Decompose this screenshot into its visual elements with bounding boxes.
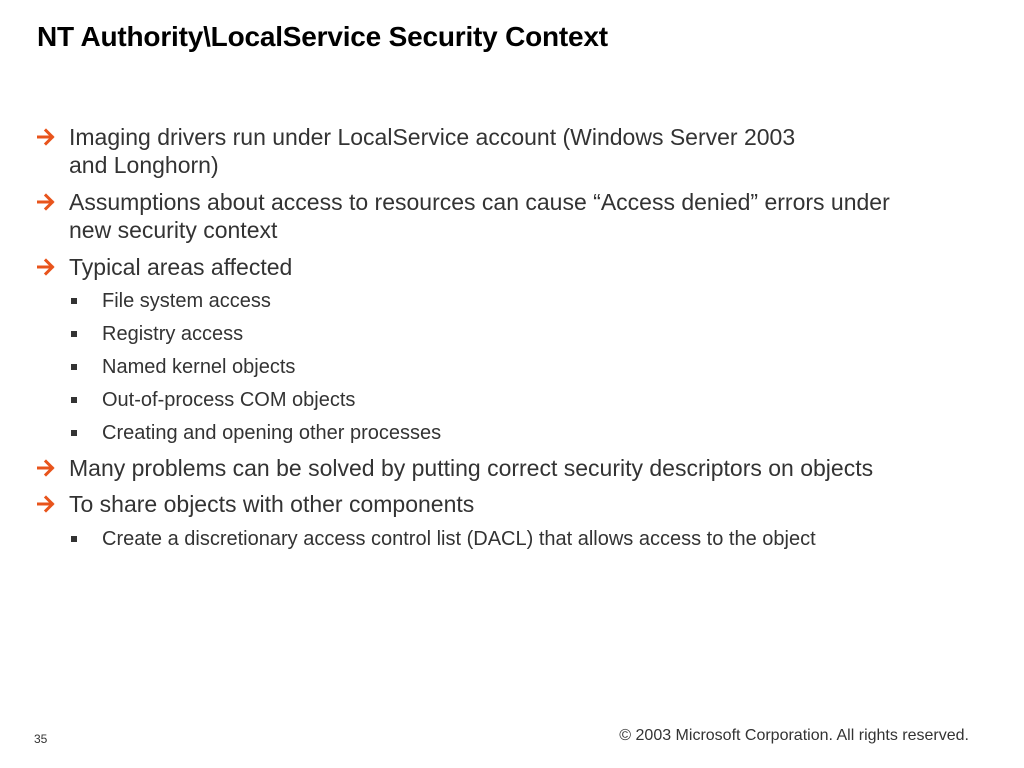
slide-title: NT Authority\LocalService Security Context [37, 21, 608, 52]
square-bullet-icon [70, 289, 82, 313]
arrow-icon [37, 253, 61, 281]
bullet-item [37, 123, 997, 179]
bullet-text: Many problems can be solved by putting correct security descriptors on objects [69, 455, 874, 481]
bullet-item [37, 188, 997, 244]
bullet-text: Imaging drivers run under LocalService account (Windows Server 2003 [69, 124, 796, 150]
sub-bullet-item [70, 527, 1000, 551]
bullet-text: Assumptions about access to resources can cause “Access denied” errors under [69, 189, 890, 215]
arrow-icon [37, 454, 61, 482]
sub-bullet-item [70, 388, 1000, 412]
sub-bullet-text: File system access [102, 290, 271, 312]
bullet-item [37, 490, 997, 518]
page-number: 35 [34, 732, 48, 746]
sub-bullet-text: Named kernel objects [102, 356, 296, 378]
sub-bullet-text: Creating and opening other processes [102, 422, 442, 444]
arrow-icon [37, 490, 61, 518]
bullet-item [37, 454, 997, 482]
bullet-item [37, 253, 997, 281]
copyright-notice: © 2003 Microsoft Corporation. All rights reserved. [619, 727, 969, 744]
square-bullet-icon [70, 421, 82, 445]
arrow-icon [37, 188, 61, 216]
square-bullet-icon [70, 388, 82, 412]
sub-bullet-text: Registry access [102, 323, 244, 345]
arrow-icon [37, 123, 61, 151]
bullet-text: To share objects with other components [69, 491, 475, 517]
sub-bullet-text: Create a discretionary access control list (DACL) that allows access to the object [102, 528, 816, 550]
sub-bullet-item [70, 322, 1000, 346]
square-bullet-icon [70, 322, 82, 346]
bullet-text: Typical areas affected [69, 254, 293, 280]
bullet-text-continued: new security context [69, 217, 278, 243]
sub-bullet-item [70, 355, 1000, 379]
square-bullet-icon [70, 527, 82, 551]
sub-bullet-item [70, 421, 1000, 445]
sub-bullet-text: Out-of-process COM objects [102, 389, 356, 411]
square-bullet-icon [70, 355, 82, 379]
sub-bullet-item [70, 289, 1000, 313]
bullet-text-continued: and Longhorn) [69, 152, 219, 178]
